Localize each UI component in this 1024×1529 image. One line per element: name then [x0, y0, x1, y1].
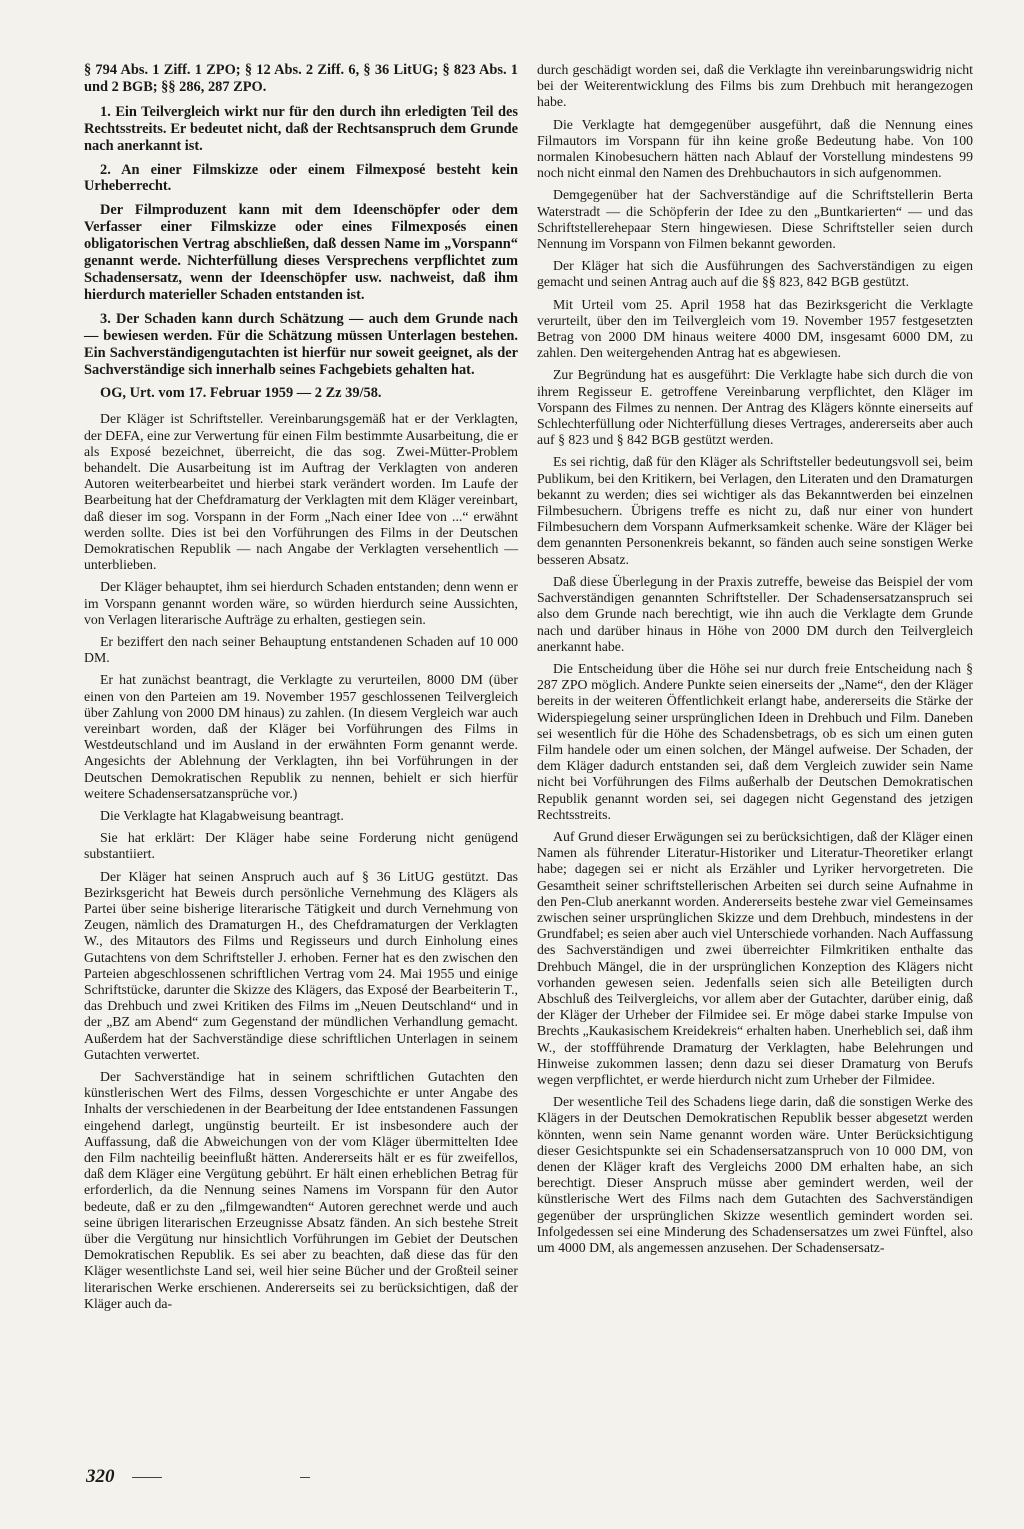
paragraph: Auf Grund dieser Erwägungen sei zu berücksichtigen, daß der Kläger einen Namen als führender Literatur-Historiker und Literatur-Theoretiker erlangt habe; dagegen sei er nicht als Erzähler und Lyriker hervorgetreten. Die Gesamtheit seiner schriftstellerischen Arbeiten sei durch seine Aufnahme in den Pen-Club anerkannt worden. Andererseits bestehe zwar viel Gemeinsames zwischen seiner ursprünglichen Skizze und dem Drehbuch, mindestens in der Grundfabel; es seien aber auch viel Unterschiede vorhanden. Nach Auffassung des Sachverständigen und zwei überreichter Filmkritiken enthalte das Drehbuch Mängel, die in der ursprünglichen Konzeption des Klägers nicht vorhanden gewesen seien. Jedenfalls seien sich alle Beteiligten durch Abschluß des Teilvergleichs, vor allem aber der Gutachter, darüber einig, daß der Kläger der Urheber der Filmidee sei. Er möge dabei starke Impulse von Brechts „Kaukasischem Kreidekreis“ erhalten haben. Unerheblich sei, daß ihm W., der stoffführende Dramaturg der Verklagten, habe Belehrungen und Hinweise zukommen lassen; denn dazu sei dieser Dramaturg von Berufs wegen verpflichtet, er werde hierdurch nicht zum Urheber der Filmidee.	[537, 828, 973, 1087]
page-number: 320	[86, 1466, 115, 1487]
paragraph: Die Entscheidung über die Höhe sei nur durch freie Entscheidung nach § 287 ZPO möglich. Andere Punkte seien einerseits der „Name“, den der Kläger bereits in der weiteren Öffentlichkeit erlangt habe, andererseits die Stärke der Widerspiegelung seiner ursprünglichen Ideen in Drehbuch und Film. Daneben sei wesentlich für die Höhe des Schadensbetrags, ob es sich um einen guten Film handele oder um einen solchen, der Mängel aufweise. Der Schaden, der dem Kläger dadurch entstanden sei, daß dem Vergleich zuwider sein Name nicht bei Vorführungen des Films außerhalb der Deutschen Demokratischen Republik genannt worden sei, sei dagegen nicht Gegenstand des jetzigen Rechtsstreits.	[537, 660, 973, 822]
paragraph: Der Kläger behauptet, ihm sei hierdurch Schaden entstanden; denn wenn er im Vorspann genannt worden wäre, so würden hierdurch seine Aussichten, von Verlagen literarische Aufträge zu erhalten, gestiegen sein.	[84, 579, 518, 627]
guideline-2: 2. An einer Filmskizze oder einem Filmexposé besteht kein Urheberrecht.	[84, 161, 518, 195]
footer-rule-short	[300, 1477, 310, 1478]
left-column	[84, 62, 518, 1318]
right-column	[537, 62, 973, 1262]
paragraph: Der Kläger ist Schriftsteller. Vereinbarungsgemäß hat er der Verklagten, der DEFA, eine zur Verwertung für einen Film bestimmte Ausarbeitung, die er als Exposé bezeichnet, überreicht, die das sog. Zwei-Mütter-Problem behandelt. Die Ausarbeitung ist im Auftrag der Verklagten von anderen Autoren weiterbearbeitet und hierbei stark verändert worden. Im Laufe der Bearbeitung hat der Chefdramaturg der Verklagten mit dem Kläger vereinbart, daß dieser im sog. Vorspann in der Form „Nach einer Idee von ...“ erwähnt werden sollte. Dies ist bei den Vorführungen des Films in der Deutschen Demokratischen Republik — nach Angabe der Verklagten versehentlich — unterblieben.	[84, 411, 518, 573]
left-body	[84, 411, 518, 1312]
footer-rule	[132, 1477, 162, 1478]
paragraph: Er beziffert den nach seiner Behauptung entstandenen Schaden auf 10 000 DM.	[84, 633, 518, 666]
guideline-1: 1. Ein Teilvergleich wirkt nur für den durch ihn erledigten Teil des Rechtsstreits. Er bedeutet nicht, daß der Rechtsanspruch dem Grunde nach anerkannt ist.	[84, 103, 518, 154]
paragraph: Zur Begründung hat es ausgeführt: Die Verklagte habe sich durch die von ihrem Regisseur E. getroffene Vereinbarung verpflichtet, den Kläger im Vorspann des Filmes zu nennen. Der Antrag des Klägers könnte einerseits auf Schlechterfüllung oder Nichterfüllung dieses Vertrages, andererseits aber auch auf § 823 und § 842 BGB gestützt werden.	[537, 367, 973, 448]
paragraph: Die Verklagte hat demgegenüber ausgeführt, daß die Nennung eines Filmautors im Vorspann für ihn keine große Bedeutung habe. Von 100 normalen Kinobesuchern hätten nach Ablauf der Vorstellung mindestens 99 noch nicht einmal den Namen des Drehbuchautors in sich aufgenommen.	[537, 116, 973, 181]
court-decision-line: OG, Urt. vom 17. Februar 1959 — 2 Zz 39/58.	[100, 385, 382, 402]
paragraph: Der Sachverständige hat in seinem schriftlichen Gutachten den künstlerischen Wert des Films, dessen Vorgeschichte er unter Angabe des Inhalts der verschiedenen in der Bearbeitung der Idee entstandenen Fassungen eingehend darlegt, ungünstig beurteilt. Er ist insbesondere auch der Auffassung, daß die Abweichungen von der vom Kläger übermittelten Idee den Film nachteilig beeinflußt hätten. Andererseits hält er es für zweifellos, daß dem Kläger eine Vergütung gebührt. Er hält einen erheblichen Betrag für erforderlich, da die Nennung seines Namens im Vorspann für den Autor bedeute, daß er zu den „filmgewandten“ Autoren gerechnet werde und auch seine übrigen literarischen Erzeugnisse Absatz fänden. An sich bestehe Streit über die Vergütung nur hinsichtlich Vorführungen im Gebiet der Deutschen Demokratischen Republik. Es sei aber zu beachten, daß diese das für den Kläger wesentlichste Land sei, weil hier seine Bücher und der Großteil seiner literarischen Werke erschienen. Andererseits sei zu berücksichtigen, daß der Kläger auch da-	[84, 1069, 518, 1311]
paragraph: Der Kläger hat sich die Ausführungen des Sachverständigen zu eigen gemacht und seinen Antrag auch auf die §§ 823, 842 BGB gestützt.	[537, 258, 973, 290]
paragraph: Es sei richtig, daß für den Kläger als Schriftsteller bedeutungsvoll sei, beim Publikum, bei den Kritikern, bei Verlagen, den Literaten und den Dramaturgen bekannt zu werden; dies sei wichtiger als das Bekanntwerden bei einzelnen Filmbesuchern. Übrigens treffe es nicht zu, daß nur einer von hundert Filmbesuchern dem Vorspann Aufmerksamkeit schenke. Wäre der Kläger bei dem genannten Personenkreis bekannt, so fänden auch seine sonstigen Werke besseren Absatz.	[537, 454, 973, 567]
paragraph: durch geschädigt worden sei, daß die Verklagte ihn vereinbarungswidrig nicht bei der Weiterentwicklung des Films bis zum Drehbuch mit herangezogen habe.	[537, 62, 973, 110]
paragraph: Mit Urteil vom 25. April 1958 hat das Bezirksgericht die Verklagte verurteilt, über den im Teilvergleich vom 19. November 1957 festgesetzten Betrag von 2000 DM hinaus weitere 4000 DM, insgesamt 6000 DM, zu zahlen. Den weitergehenden Antrag hat es abgewiesen.	[537, 296, 973, 361]
guideline-2b: Der Filmproduzent kann mit dem Ideenschöpfer oder dem Verfasser einer Filmskizze oder eines Filmexposés einen obligatorischen Vertrag abschließen, daß dessen Name im „Vorspann“ genannt werde. Nichterfüllung dieses Versprechens verpflichtet zum Schadensersatz, wenn der Ideenschöpfer usw. nachweist, daß ihm hierdurch materieller Schaden entstanden ist.	[84, 202, 518, 303]
statute-heading: § 794 Abs. 1 Ziff. 1 ZPO; § 12 Abs. 2 Ziff. 6, § 36 LitUG; § 823 Abs. 1 und 2 BGB; §§ 286, 287 ZPO.	[84, 62, 518, 95]
paragraph: Er hat zunächst beantragt, die Verklagte zu verurteilen, 8000 DM (über einen von den Parteien am 19. November 1957 geschlossenen Teilvergleich über Zahlung von 2000 DM hinaus) zu zahlen. (In diesem Vergleich war auch vereinbart worden, daß der Kläger bei Vorführungen des Films in Westdeutschland und im Ausland in der erwähnten Form genannt werde. Angesichts der Ablehnung der Verklagten, ihn bei Vorführungen in der Deutschen Demokratischen Republik zu nennen, behielt er sich hierfür weitere Schadensersatzansprüche vor.)	[84, 672, 518, 801]
guideline-3: 3. Der Schaden kann durch Schätzung — auch dem Grunde nach — bewiesen werden. Für die Schätzung müssen Unterlagen bestehen. Ein Sachverständigengutachten ist hierfür nur soweit geeignet, als der Sachverständige sich innerhalb seines Fachgebiets gehalten hat.	[84, 310, 518, 378]
paragraph: Daß diese Überlegung in der Praxis zutreffe, beweise das Beispiel der vom Sachverständigen genannten Schriftsteller. Der Schadensersatzanspruch sei also dem Grunde nach berechtigt, wie ihn auch die Verklagte dem Grunde nach und darüber hinaus in Höhe von 2000 DM durch den Teilvergleich anerkannt habe.	[537, 573, 973, 654]
paragraph: Die Verklagte hat Klagabweisung beantragt.	[100, 807, 344, 823]
paragraph: Demgegenüber hat der Sachverständige auf die Schriftstellerin Berta Waterstradt — die Schöpferin der Idee zu den „Buntkarierten“ — und das Schriftstellerehepaar Stern hingewiesen. Diese Schriftsteller seien durch Nennung im Vorspann von Filmen bekannt geworden.	[537, 187, 973, 252]
paragraph: Sie hat erklärt: Der Kläger habe seine Forderung nicht genügend substantiiert.	[84, 830, 518, 862]
paragraph: Der wesentliche Teil des Schadens liege darin, daß die sonstigen Werke des Klägers in der Deutschen Demokratischen Republik besser abgesetzt werden könnten, wenn sein Name genannt worden wäre. Unter Berücksichtigung dieser Gesichtspunkte sei ein Schadensersatzanspruch von 10 000 DM, von denen der Kläger kraft des Vergleichs 2000 DM erhalten habe, an sich berechtigt. Dieser Anspruch müsse aber gemindert werden, weil der künstlerische Wert des Films nach dem Gutachten des Sachverständigen gegenüber der ursprünglichen Skizze wesentlich gemindert worden sei. Infolgedessen sei eine Minderung des Schadensersatzes um zwei Fünftel, also um 4000 DM, als angemessen anzusehen. Der Schadensersatz-	[537, 1094, 973, 1256]
paragraph: Der Kläger hat seinen Anspruch auch auf § 36 LitUG gestützt. Das Bezirksgericht hat Beweis durch persönliche Vernehmung des Klägers als Partei über seine bisherige literarische Tätigkeit und durch Vernehmung von Zeugen, nämlich des Dramaturgen H., des Chefdramaturgen der Verklagten W., des Mitautors des Films und Regisseurs und durch Einholung eines Gutachtens von dem Schriftsteller J. erhoben. Ferner hat es den zwischen den Parteien abgeschlossenen schriftlichen Vertrag vom 24. Mai 1955 und einige Schriftstücke, darunter die Skizze des Klägers, das Exposé der Bearbeiterin T., das Drehbuch und zwei Kritiken des Films im „Neuen Deutschland“ und in der „BZ am Abend“ zum Gegenstand der mündlichen Verhandlung gemacht. Außerdem hat der Sachverständige diese schriftlichen Unterlagen in seinem Gutachten verwertet.	[84, 868, 518, 1062]
